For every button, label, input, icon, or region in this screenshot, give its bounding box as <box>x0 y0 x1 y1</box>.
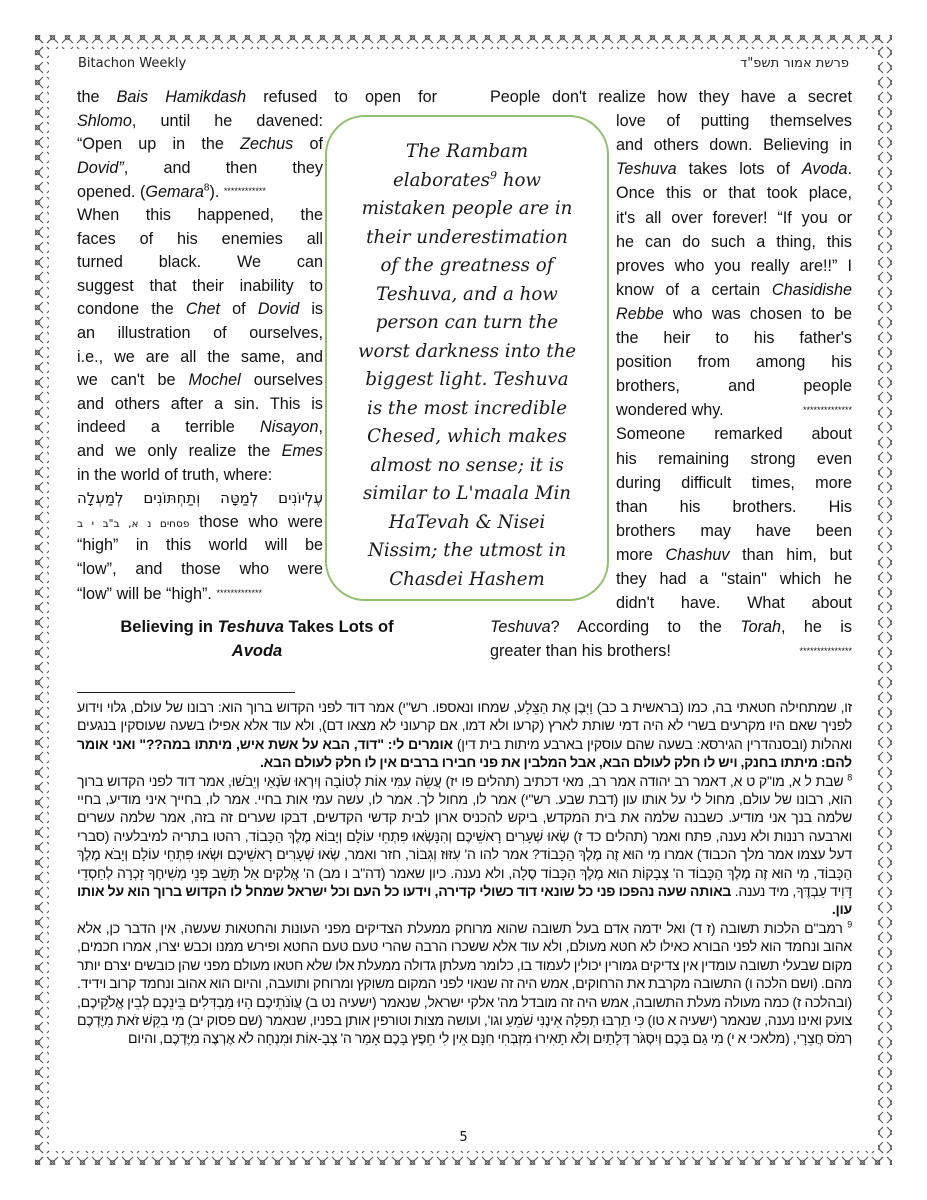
pull-quote-text: similar to L'maala Min <box>363 483 571 504</box>
text-run: Dovid <box>257 300 300 319</box>
footnote-9 <box>77 919 852 1048</box>
pull-quote-text: Teshuva, and a how <box>376 283 558 305</box>
text-line <box>77 227 323 251</box>
text-run: than him, but <box>729 545 852 564</box>
text-line <box>77 203 323 227</box>
text-run: and others after a sin. This is <box>77 394 323 413</box>
text-run: Chet <box>185 300 221 319</box>
text-line <box>77 297 323 321</box>
text-line <box>616 302 852 326</box>
footnotes <box>77 698 852 1048</box>
text-run: Dovid” <box>77 158 124 177</box>
text-run: , and then they <box>123 158 323 177</box>
text-run: עֶלְיוֹנִים לְמַטָּה וְתַחְתּוֹנִים לְמַעְלָה <box>77 489 323 508</box>
text-run: indeed a terrible <box>77 418 261 437</box>
footnote-text: רמב"ם הלכות תשובה (ז ד) ואל ידמה אדם בעל תשובה שהוא מרוחק ממעלת הצדיקים מפני העונות והחטאות שעשה, אין הדבר כן, אלא אהוב ונחמד הוא לפני הבורא כאילו לא חטא מעולם, ולא עוד אלא ששכרו הרבה שהרי טעם טעם החטא ופירש ממנו וכבש יצרו, אמרו חכמים, מקום שבעלי תשובה עומדין אין צדיקים גמורין יכולין לעמוד בו, כלומר מעלתן גדולה ממעלת אלו שלא חטאו מעולם מפני שהן כובשים יצרם יותר מהם. (ושם הלכה ו) התשובה מקרבת את הרחוקים, אמש היה זה שנאוי לפני המקום משוקץ ומרוחק ותועבה, והיום הוא אהוב ונחמד קרוב וידיד. (ובהלכה ז) כמה מעולה מעלת התשובה, אמש היה זה מובדל מה' אלקי ישראל, שנאמר (ישעיה נט ב) עֲוֺנֹתֵיכֶם הָיוּ מַבְדִּלִים בֵּינֵכֶם לְבֵין אֱלֹקֵיכֶם, צועק ואינו נענה, שנאמר (ישעיה א טו) כִּי תַרְבּוּ תְפִלָּה אֵינֶנִּי שֹׁמֵעַ וגו', ועושה מצות וטורפין אותן בפניו, שנאמר (שם פסוק יב) מִי בִקֵּשׁ זֹאת מִיֶּדְכֶם רְמֹס חֲצֵרָי, (מלאכי א י) מִי גַם בָּכֶם וְיִסְגֹּר דְּלָתַיִם וְלֹא תָאִירוּ מִזְבְּחִי חִנָּם אֵין לִי חֵפֶץ בָּכֶם אָמַר ה' צְבָ-אוֹת וּמִנְחָה לֹא אֶרְצֶה מִיֶּדְכֶם, והיום <box>77 919 852 1047</box>
text-run: ? According to the <box>550 618 741 637</box>
text-run: “high” in this world will be <box>77 536 323 555</box>
footnote-continuation <box>77 698 852 772</box>
text-line <box>616 206 852 230</box>
footnote-number: 8 <box>847 771 852 782</box>
text-line <box>77 510 323 534</box>
footnote-text: זו, שמתחילה חטאתי בה, כמו (בראשית ב כב) וַיִּבֶן אֶת הַצֵּלָע, שמחו ונאספו. רש"י) אמר דוד לפני הקדוש ברוך הוא: רבונו של עולם, גלוי וידוע לפניך שאם היו מקרעים בשרי לא היה דמי שותת לארץ (קרעו ולא דמו, אם קרעוני לא מצאו דם), ולא עוד אלא אפילו בשעה שעוסקין בנגעים ואהלות (ובסנהדרין הגירסא: בשעה שהם עוסקין בארבע מיתות בית דין) <box>77 699 852 752</box>
text-run: , he is <box>781 618 852 637</box>
text-run: those who were <box>189 512 323 531</box>
pull-quote-text: how <box>496 169 541 191</box>
text-run: Zechus <box>240 135 294 154</box>
text-run: it's all over forever! “If you or <box>616 208 852 227</box>
section-heading <box>77 615 437 663</box>
text-line <box>616 181 852 205</box>
pull-quote-box <box>325 115 609 601</box>
text-run: an illustration of ourselves, <box>77 324 323 342</box>
pull-quote-line <box>327 423 607 452</box>
text-run: פסחים נ א, ב"ב י ב <box>77 517 190 530</box>
text-run: refused to open for <box>246 88 437 106</box>
text-line <box>616 398 852 422</box>
text-line <box>77 533 323 557</box>
text-run: in the world of truth, where: <box>77 465 273 484</box>
text-run: is <box>299 300 323 319</box>
text-run: Emes <box>281 442 323 460</box>
text-line <box>616 230 852 254</box>
heading-text: Believing in <box>120 618 218 636</box>
pull-quote-line <box>327 252 607 281</box>
pull-quote-line <box>327 480 607 509</box>
text-run: . <box>847 160 852 179</box>
text-line <box>77 156 323 180</box>
heading-text: Takes Lots of <box>283 618 394 636</box>
text-line <box>77 132 323 156</box>
text-run: People don't realize how they have a secret <box>490 88 852 106</box>
text-run: “Open up in the <box>77 135 241 154</box>
text-run: faces of his enemies all <box>77 229 323 248</box>
text-run: Bais Hamikdash <box>116 88 247 106</box>
heading-italic-text: Teshuva <box>217 618 284 636</box>
text-line <box>616 133 852 157</box>
text-run: know of a certain <box>616 280 772 299</box>
text-run: didn't have. What about <box>616 594 852 613</box>
text-run: Teshuva <box>616 160 677 179</box>
pull-quote-text: is the most incredible <box>367 397 567 419</box>
text-run: Once this or that took place, <box>616 184 852 203</box>
text-line <box>490 639 852 663</box>
text-line <box>616 471 852 495</box>
text-run: , until he davened: <box>131 111 323 130</box>
separator-stars: *************** <box>799 646 852 657</box>
heading-italic-text: Avoda <box>231 642 283 660</box>
text-line <box>77 392 323 416</box>
text-run: they had a "stain" which he <box>616 570 852 588</box>
text-run: takes lots of <box>676 160 802 179</box>
text-run: brothers, and people <box>616 377 852 396</box>
text-line <box>77 109 323 133</box>
text-run: Someone remarked about <box>616 425 852 444</box>
text-run: condone the <box>77 300 186 319</box>
text-run: love of putting themselves <box>616 112 852 131</box>
text-run: Mochel <box>188 371 241 390</box>
footnote-separator <box>77 692 295 693</box>
text-line <box>616 422 852 446</box>
text-run: and others down. Believing in <box>616 136 852 155</box>
separator-stars: ************** <box>802 405 852 416</box>
text-line <box>77 179 323 203</box>
text-run: brothers may have been <box>616 521 852 540</box>
text-run: Chasidishe <box>771 280 852 299</box>
text-line <box>77 368 323 392</box>
text-run: wondered why. <box>616 401 724 420</box>
text-run: “low” will be “high”. <box>77 584 217 603</box>
pull-quote-line <box>327 366 607 395</box>
text-run: Rebbe <box>616 304 664 323</box>
page-number: 5 <box>459 1130 468 1145</box>
pull-quote-text: almost no sense; it is <box>370 454 564 476</box>
text-line <box>77 321 323 345</box>
pull-quote-line <box>327 138 607 167</box>
text-line <box>616 591 852 615</box>
text-run: Teshuva <box>490 618 551 637</box>
publication-title: Bitachon Weekly <box>78 56 187 71</box>
text-run: proves who you really are!!” I <box>616 256 852 275</box>
footnote-text: שבת ל א, מו"ק ט א, דאמר רב יהודה אמר רב, מאי דכתיב (תהלים פו יז) עֲשֵׂה עִמִּי אוֹת לְטוֹבָה וְיִרְאוּ שֹׂנְאַי וְיֵבֹשׁוּ, אמר דוד לפני הקדוש ברוך הוא, רבונו של עולם, מחול לי על אותו עון (דבת שבע. רש"י) אמר לו, מחול לך. אמר לו, עשה עמי אות בחיי. אמר לו, בחייך איני מודיע, בחיי שלמה בנך אני מודיע. כשבנה שלמה את בית המקדש, ביקש להכניס ארון לבית קדשי הקדשים, דבקו שערים זה בזה, אמר שלמה עשרים וארבעה רננות ולא נענה, פתח ואמר (תהלים כד ז) שְׂאוּ שְׁעָרִים רָאשֵׁיכֶם וְהִנָּשְׂאוּ פִּתְחֵי עוֹלָם וְיָבוֹא מֶלֶךְ הַכָּבוֹד, רהטו בתריה למיבלעיה (סברי דעל עצמו אמר מלך הכבוד) אמרו מִי הוּא זֶה מֶלֶךְ הַכָּבוֹד? אמר להו ה' עִזּוּז וְגִבּוֹר, חזר ואמר, שְׂאוּ שְׁעָרִים רָאשֵׁיכֶם וּשְׂאוּ פִּתְחֵי עוֹלָם וְיָבֹא מֶלֶךְ הַכָּבוֹד, מִי הוּא זֶה מֶלֶךְ הַכָּבוֹד ה' צְבָקוֹת הוּא מֶלֶךְ הַכָּבוֹד סֶלָה, ולא נענה. כיון שאמר (דה"ב ו מב) ה' אֱלקִים אַל תָּשֵׁב פְּנֵי מְשִׁיחֶךָ זָכְרָה לְחַסְדֵי דָּוִיד עַבְדֶּךָ, מיד נענה. <box>77 772 852 900</box>
pull-quote-text: Nissim; the utmost in <box>367 540 567 561</box>
text-run: more <box>616 545 666 564</box>
pull-quote-line <box>327 281 607 310</box>
text-run: who was chosen to be <box>663 304 852 323</box>
pull-quote-text: Chasdei Hashem <box>389 568 545 590</box>
pull-quote-line <box>327 224 607 253</box>
text-run: he can do such a thing, this <box>616 232 852 251</box>
text-run: Torah <box>740 618 782 637</box>
footnote-bold-text: באותה שעה נהפכו פני כל שונאי דוד כשולי קדירה, וידעו כל העם וכל ישראל שמחל לו הקדוש ברוך הוא על אותו עון. <box>77 883 852 918</box>
pull-quote-line <box>327 566 607 595</box>
text-run: Chashuv <box>665 545 730 564</box>
footnote-ref: 8 <box>203 183 210 194</box>
text-line <box>77 85 437 109</box>
text-run: we can't be <box>77 371 189 390</box>
text-line <box>616 326 852 350</box>
text-run: ourselves <box>240 371 323 390</box>
pull-quote-text: worst darkness into the <box>357 340 577 362</box>
text-line <box>616 567 852 591</box>
text-run: i.e., we are all the same, and <box>77 347 323 366</box>
text-run: suggest that their inability to <box>77 276 323 295</box>
text-line <box>77 486 323 510</box>
text-line <box>616 495 852 519</box>
text-line <box>77 274 323 298</box>
text-line <box>77 250 323 274</box>
text-run: opened. ( <box>77 183 146 202</box>
text-line <box>616 519 852 543</box>
text-run: , <box>318 418 323 437</box>
text-line <box>77 581 323 605</box>
footnote-ref: 9 <box>489 168 497 182</box>
text-run: position from among his <box>616 353 852 372</box>
text-run: “low”, and those who were <box>77 560 323 578</box>
text-line <box>77 463 323 487</box>
pull-quote-line <box>327 537 607 566</box>
text-line <box>616 254 852 278</box>
pull-quote-text: of the greatness of <box>380 255 554 276</box>
pull-quote-line <box>327 509 607 538</box>
text-run: and we only realize the <box>77 442 282 460</box>
text-line <box>616 374 852 398</box>
text-run: When this happened, the <box>77 206 323 224</box>
text-line <box>616 278 852 302</box>
parsha-title: פרשת אמור תשפ"ד <box>740 56 849 71</box>
text-line <box>77 415 323 439</box>
pull-quote-line <box>327 452 607 481</box>
text-run: Avoda <box>801 160 848 179</box>
text-line <box>77 345 323 369</box>
text-line <box>616 350 852 374</box>
pull-quote-text: person can turn the <box>375 312 559 333</box>
text-line <box>77 439 323 463</box>
pull-quote-line <box>327 309 607 338</box>
text-line <box>616 157 852 181</box>
pull-quote-text: mistaken people are in <box>361 198 573 219</box>
text-line <box>490 85 852 109</box>
text-run: than his brothers. His <box>616 497 852 516</box>
text-line <box>77 557 323 581</box>
text-run: of <box>293 135 323 154</box>
footnote-number: 9 <box>847 919 852 930</box>
separator-stars: ************* <box>216 587 262 598</box>
pull-quote-text: elaborates <box>393 169 490 191</box>
pull-quote-text: biggest light. Teshuva <box>365 369 569 390</box>
separator-stars: ************ <box>223 186 266 197</box>
text-run: ). <box>209 183 224 202</box>
pull-quote-text: Chesed, which makes <box>367 426 567 447</box>
text-run: Shlomo <box>77 111 132 130</box>
text-run: turned black. We can <box>77 253 323 272</box>
text-line <box>616 447 852 471</box>
text-line <box>616 109 852 133</box>
text-run: greater than his brothers! <box>490 642 671 661</box>
pull-quote-text: HaTevah & Nisei <box>388 511 546 533</box>
pull-quote-line <box>327 395 607 424</box>
text-line <box>490 615 852 639</box>
pull-quote-text: The Rambam <box>405 141 529 162</box>
text-run: Gemara <box>145 183 204 202</box>
text-run: his remaining strong even <box>616 449 852 468</box>
text-run: during difficult times, more <box>616 473 852 492</box>
footnote-bold-text: אומרים לי: "דוד, הבא על אשת איש, מיתתו במה??" ואני אומר להם: מיתתו בחנק, ויש לו חלק לעולם הבא, אבל המלבין את פני חבירו ברבים אין לו חלק לעולם הבא. <box>77 735 852 771</box>
text-line <box>616 543 852 567</box>
pull-quote-line <box>327 338 607 367</box>
footnote-8 <box>77 772 852 919</box>
text-run: of <box>220 300 258 319</box>
pull-quote-text: their underestimation <box>366 226 568 248</box>
text-run: the heir to his father's <box>616 329 852 347</box>
text-run: Nisayon <box>260 418 319 437</box>
text-run: the <box>77 88 117 106</box>
pull-quote-line <box>327 167 607 196</box>
pull-quote-line <box>327 195 607 224</box>
